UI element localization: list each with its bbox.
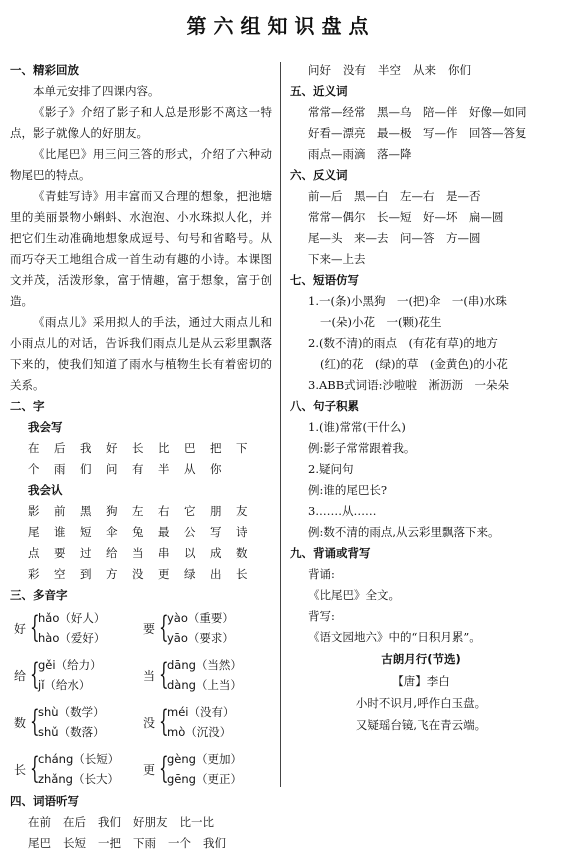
polyphone-char: 没 xyxy=(143,715,156,730)
phrase-line: 3.ABB式词语:沙啦啦 淅沥沥 一朵朵 xyxy=(308,378,510,392)
read-char: 兔 xyxy=(132,525,144,539)
read-char: 以 xyxy=(184,546,196,560)
polyphone-reading: yāo（要求） xyxy=(167,631,234,645)
read-char: 朋 xyxy=(210,504,222,518)
write-char: 好 xyxy=(106,441,118,455)
read-char: 尾 xyxy=(28,525,40,539)
polyphone-grid xyxy=(10,606,272,791)
phrase-line: (红)的花 (绿)的草 (金黄色)的小花 xyxy=(320,357,508,371)
read-char: 串 xyxy=(158,546,170,560)
read-char: 友 xyxy=(236,504,248,518)
read-char: 写 xyxy=(210,525,222,539)
polyphone-reading: dàng（上当） xyxy=(167,678,242,692)
read-char: 谁 xyxy=(54,525,66,539)
brace-icon: { xyxy=(159,751,169,786)
section-heading-dictation: 四、词语听写 xyxy=(10,794,79,808)
review-para: 《青蛙写诗》用丰富而又合理的想象，把池塘里的美丽景物小蝌蚪、水泡泡、小水珠拟人化，并把它们生动准确地想象成逗号、句号和省略号。从而巧夺天工地组合成一首生动有趣的小诗。本课图文并茂，活泼形象，富于情趣，富于想象，富于创造。 xyxy=(10,189,272,308)
left-column xyxy=(10,60,272,854)
dictation-word: 在后 xyxy=(63,815,86,829)
antonym-line: 尾—头 来—去 问—答 方—圆 xyxy=(308,231,481,245)
section-heading-polyphones: 三、多音字 xyxy=(10,588,68,602)
read-char: 到 xyxy=(80,567,92,581)
read-char: 长 xyxy=(236,567,248,581)
review-para: 《雨点儿》采用拟人的手法，通过大雨点儿和小雨点儿的对话，告诉我们雨点儿是从云彩里飘落下来的，使我们知道了雨水与植物生长有着密切的关系。 xyxy=(10,315,272,392)
read-char: 它 xyxy=(184,504,196,518)
brace-icon: { xyxy=(159,657,169,692)
review-para: 《比尾巴》用三问三答的形式，介绍了六种动物尾巴的特点。 xyxy=(10,147,272,182)
polyphone-char: 更 xyxy=(143,762,156,777)
polyphone-reading: gèng（更加） xyxy=(167,752,242,766)
read-char: 点 xyxy=(28,546,40,560)
sentence-line: 例:影子常常跟着我。 xyxy=(308,441,416,455)
section-heading-sentences: 八、句子积累 xyxy=(290,399,359,413)
polyphone-group xyxy=(143,653,272,697)
polyphone-reading: zhǎng（长大） xyxy=(38,772,119,786)
polyphone-reading: hǎo（好人） xyxy=(38,611,106,625)
section-heading-review: 一、精彩回放 xyxy=(10,63,79,77)
read-char: 给 xyxy=(106,546,118,560)
write-char: 我 xyxy=(80,441,92,455)
dictation-word: 我们 xyxy=(203,836,226,850)
read-char: 彩 xyxy=(28,567,40,581)
polyphone-reading: yào（重要） xyxy=(167,611,234,625)
read-char: 诗 xyxy=(236,525,248,539)
sentence-line: 例:数不清的雨点,从云彩里飘落下来。 xyxy=(308,525,500,539)
recite-line: 背诵: xyxy=(308,567,335,581)
poem-author: 【唐】李白 xyxy=(392,674,450,688)
polyphone-reading: shù（数学） xyxy=(38,705,105,719)
read-char: 出 xyxy=(210,567,222,581)
polyphone-reading: hào（爱好） xyxy=(38,631,106,645)
poem-line: 又疑瑶台镜,飞在青云端。 xyxy=(355,718,487,732)
read-char: 伞 xyxy=(106,525,118,539)
section-heading-chars: 二、字 xyxy=(10,399,45,413)
write-char: 把 xyxy=(210,441,222,455)
sentence-line: 1.(谁)常常(干什么) xyxy=(308,420,406,434)
write-char: 们 xyxy=(80,462,92,476)
polyphone-group xyxy=(143,747,272,791)
recite-line: 《语文园地六》中的“日积月累”。 xyxy=(308,630,481,644)
write-char: 长 xyxy=(132,441,144,455)
write-char: 个 xyxy=(28,462,40,476)
write-char: 从 xyxy=(184,462,196,476)
sentence-line: 例:谁的尾巴长? xyxy=(308,483,388,497)
column-divider xyxy=(280,62,281,787)
polyphone-group xyxy=(143,700,272,744)
brace-icon: { xyxy=(30,610,40,645)
dictation-row xyxy=(290,60,552,81)
write-char: 你 xyxy=(210,462,222,476)
dictation-word: 从来 xyxy=(413,63,436,77)
polyphone-char: 长 xyxy=(14,762,27,777)
polyphone-char: 数 xyxy=(14,715,27,730)
write-char: 比 xyxy=(158,441,170,455)
dictation-word: 长短 xyxy=(63,836,86,850)
read-char: 当 xyxy=(132,546,144,560)
polyphone-char: 好 xyxy=(14,621,27,636)
write-char-grid xyxy=(10,438,272,480)
write-char: 有 xyxy=(132,462,144,476)
brace-icon: { xyxy=(159,704,169,739)
phrase-line: 1.一(条)小黑狗 一(把)伞 一(串)水珠 xyxy=(308,294,507,308)
read-char: 最 xyxy=(158,525,170,539)
dictation-row xyxy=(10,812,272,833)
recite-line: 《比尾巴》全文。 xyxy=(308,588,400,602)
synonym-line: 雨点—雨滴 落—降 xyxy=(308,147,412,161)
dictation-word: 一把 xyxy=(98,836,121,850)
read-char: 影 xyxy=(28,504,40,518)
polyphone-group xyxy=(14,700,143,744)
read-char: 空 xyxy=(54,567,66,581)
polyphone-reading: gēng（更正） xyxy=(167,772,242,786)
dictation-word: 比一比 xyxy=(179,815,214,829)
read-char: 没 xyxy=(132,567,144,581)
phrase-line: 2.(数不清)的雨点 (有花有草)的地方 xyxy=(308,336,498,350)
polyphone-reading: cháng（长短） xyxy=(38,752,120,766)
read-char: 前 xyxy=(54,504,66,518)
antonym-line: 下来—上去 xyxy=(308,252,366,266)
write-char: 在 xyxy=(28,441,40,455)
section-heading-phrases: 七、短语仿写 xyxy=(290,273,359,287)
polyphone-char: 要 xyxy=(143,621,156,636)
write-char: 巴 xyxy=(184,441,196,455)
polyphone-reading: mò（沉没） xyxy=(167,725,232,739)
dictation-row xyxy=(10,833,272,854)
antonym-line: 前—后 黑—白 左—右 是—否 xyxy=(308,189,481,203)
read-char: 数 xyxy=(236,546,248,560)
dictation-word: 在前 xyxy=(28,815,51,829)
polyphone-reading: méi（没有） xyxy=(167,705,235,719)
read-char: 短 xyxy=(80,525,92,539)
read-char: 公 xyxy=(184,525,196,539)
polyphone-reading: shǔ（数落） xyxy=(38,725,105,739)
write-label: 我会写 xyxy=(28,420,63,434)
brace-icon: { xyxy=(30,751,40,786)
read-char: 方 xyxy=(106,567,118,581)
antonym-line: 常常—偶尔 长—短 好—坏 扁—圆 xyxy=(308,210,504,224)
polyphone-reading: gěi（给力） xyxy=(38,658,102,672)
brace-icon: { xyxy=(30,657,40,692)
review-para: 《影子》介绍了影子和人总是形影不离这一特点，影子就像人的好朋友。 xyxy=(10,105,272,140)
sentence-line: 3.……从…… xyxy=(308,504,377,518)
brace-icon: { xyxy=(159,610,169,645)
polyphone-reading: dāng（当然） xyxy=(167,658,242,672)
poem-title: 古朗月行(节选) xyxy=(381,652,461,666)
read-char: 更 xyxy=(158,567,170,581)
polyphone-group xyxy=(143,606,272,650)
dictation-word: 下雨 xyxy=(133,836,156,850)
synonym-line: 好看—漂亮 最—极 写—作 回答—答复 xyxy=(308,126,527,140)
read-char: 绿 xyxy=(184,567,196,581)
write-char: 雨 xyxy=(54,462,66,476)
read-char: 右 xyxy=(158,504,170,518)
read-char: 黑 xyxy=(80,504,92,518)
read-char: 狗 xyxy=(106,504,118,518)
synonym-line: 常常—经常 黑—乌 陪—伴 好像—如同 xyxy=(308,105,527,119)
read-char: 要 xyxy=(54,546,66,560)
recite-line: 背写: xyxy=(308,609,335,623)
read-char-grid xyxy=(10,501,272,585)
write-char: 问 xyxy=(106,462,118,476)
poem-line: 小时不识月,呼作白玉盘。 xyxy=(355,696,487,710)
polyphone-group xyxy=(14,653,143,697)
page-title: 第六组知识盘点 xyxy=(186,14,376,38)
dictation-word: 没有 xyxy=(343,63,366,77)
polyphone-reading: jǐ（给水） xyxy=(38,678,91,692)
polyphone-group xyxy=(14,606,143,650)
section-heading-antonyms: 六、反义词 xyxy=(290,168,348,182)
brace-icon: { xyxy=(30,704,40,739)
read-label: 我会认 xyxy=(28,483,63,497)
write-char: 半 xyxy=(158,462,170,476)
write-char: 下 xyxy=(236,441,248,455)
dictation-word: 半空 xyxy=(378,63,401,77)
section-heading-recite: 九、背诵或背写 xyxy=(290,546,371,560)
review-para: 本单元安排了四课内容。 xyxy=(33,84,160,98)
dictation-word: 一个 xyxy=(168,836,191,850)
polyphone-char: 给 xyxy=(14,668,27,683)
dictation-word: 我们 xyxy=(98,815,121,829)
dictation-word: 尾巴 xyxy=(28,836,51,850)
read-char: 过 xyxy=(80,546,92,560)
right-column xyxy=(290,60,552,736)
read-char: 左 xyxy=(132,504,144,518)
dictation-word: 问好 xyxy=(308,63,331,77)
section-heading-synonyms: 五、近义词 xyxy=(290,84,348,98)
dictation-word: 你们 xyxy=(448,63,471,77)
read-char: 成 xyxy=(210,546,222,560)
write-char: 后 xyxy=(54,441,66,455)
sentence-line: 2.疑问句 xyxy=(308,462,354,476)
phrase-line: 一(朵)小花 一(颗)花生 xyxy=(320,315,442,329)
dictation-word: 好朋友 xyxy=(133,815,168,829)
polyphone-char: 当 xyxy=(143,668,156,683)
polyphone-group xyxy=(14,747,143,791)
